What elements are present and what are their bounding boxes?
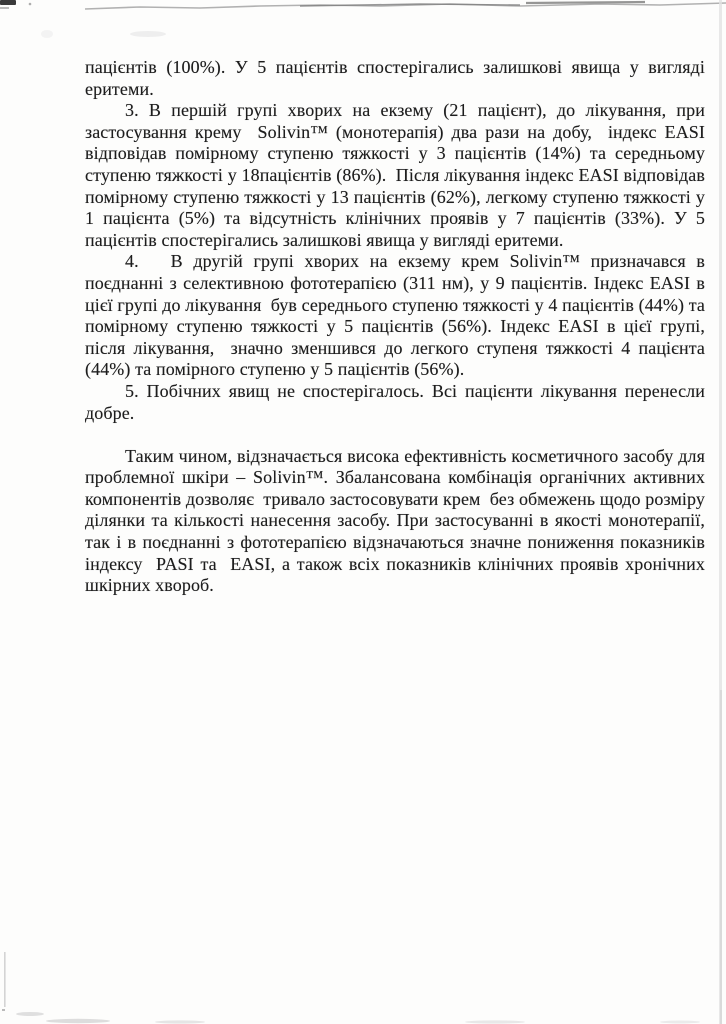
paragraph-item-3: 3. В першій групі хворих на екзему (21 пацієнт), до лікування, при застосування крему Solivin™ (монотерапія) два рази на добу, індекс EASI відповідав помірному ступеню тяжкості у 3 пацієнтів (14%) та середньому ступеню тяжкості у 18пацієнтів (86%). Після лікування індекс EASI відповідав помірному ступеню тяжкості у 13 пацієнтів (62%), легкому ступеню тяжкості у 1 пацієнта (5%) та відсутність клінічних проявів у 7 пацієнтів (33%). У 5 пацієнтів спостерігались залишкові явища у вигляді еритеми.: [85, 100, 705, 250]
paragraph-continuation: пацієнтів (100%). У 5 пацієнтів спостерігались залишкові явища у вигляді еритеми.: [85, 57, 705, 99]
paragraph-conclusion: Таким чином, відзначається висока ефективність косметичного засобу для проблемної шкіри – Solivin™. Збалансована комбінація органічних активних компонентів дозволяє тривало застосовувати крем без обмежень щодо розміру ділянки та кількості нанесення засобу. При застосуванні в якості монотерапії, так і в поєднанні з фототерапією відзначаються значне пониження показників індексу PASI та EASI, а також всіх показників клінічних проявів хронічних шкірних хвороб.: [85, 445, 705, 596]
paragraph-item-5: 5. Побічних явищ не спостерігалось. Всі пацієнти лікування перенесли добре.: [85, 380, 705, 423]
document-text: [85, 57, 705, 597]
paragraph-item-4: 4. В другій групі хворих на екзему крем Solivin™ призначався в поєднанні з селективною фототерапією (311 нм), у 9 пацієнтів. Індекс EASI в цієї групі до лікування був середнього ступеню тяжкості у 4 пацієнтів (44%) та помірному ступеню тяжкості у 5 пацієнтів (56%). Індекс EASI в цієї групі, після лікування, значно зменшився до легкого ступеня тяжкості 4 пацієнта (44%) та помірного ступеню у 5 пацієнтів (56%).: [85, 251, 705, 380]
